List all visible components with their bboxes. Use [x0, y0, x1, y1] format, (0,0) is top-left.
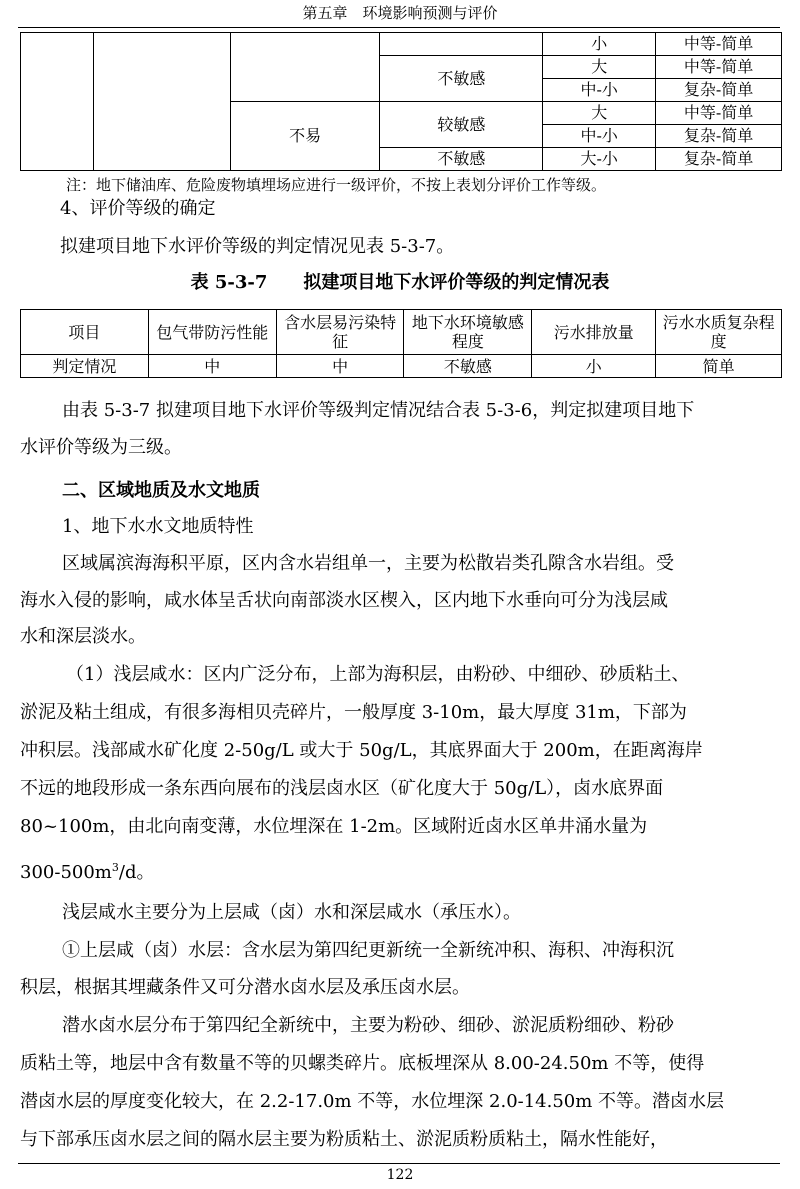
- table-cell: 中等-简单: [656, 33, 782, 56]
- paragraph-line: 冲积层。浅部咸水矿化度 2-50g/L 或大于 50g/L，其底界面大于 200m，在距离海岸: [20, 740, 703, 761]
- paragraph-line: 不远的地段形成一条东西向展布的浅层卤水区（矿化度大于 50g/L），卤水底界面: [20, 778, 664, 799]
- table-caption: 表 5-3-7 拟建项目地下水评价等级的判定情况表: [190, 272, 610, 293]
- table-cell: 中: [276, 355, 404, 378]
- footer-divider: [18, 1163, 780, 1164]
- paragraph-line: 淤泥及粘土组成，有很多海相贝壳碎片，一般厚度 3-10m，最大厚度 31m，下部为: [20, 702, 687, 723]
- paragraph-line: ①上层咸（卤）水层：含水层为第四纪更新统一全新统冲积、海积、冲海积沉: [62, 940, 674, 961]
- table-cell: 中: [148, 355, 276, 378]
- paragraph-line: 由表 5-3-7 拟建项目地下水评价等级判定情况结合表 5-3-6，判定拟建项目地下: [62, 400, 695, 421]
- table-cell: 中-小: [543, 125, 656, 148]
- table-cell: 复杂-简单: [656, 125, 782, 148]
- table-cell: 简单: [656, 355, 782, 378]
- table-cell: 小: [532, 355, 656, 378]
- table-cell: 复杂-简单: [656, 148, 782, 171]
- paragraph-line: 潜水卤水层分布于第四纪全新统中，主要为粉砂、细砂、淤泥质粉细砂、粉砂: [62, 1015, 674, 1036]
- section-heading: 4、评价等级的确定: [60, 198, 216, 219]
- page-number: 122: [386, 1167, 414, 1183]
- table-header-cell: 污水水质复杂程度: [656, 310, 782, 355]
- table-cell: 不敏感: [380, 56, 543, 102]
- table-header-cell: 包气带防污性能: [148, 310, 276, 355]
- paragraph-line: 水和深层淡水。: [20, 626, 146, 647]
- grading-table-continued: [20, 32, 782, 171]
- table-cell: 大: [543, 56, 656, 79]
- text-run: /d。: [118, 862, 155, 883]
- table-header-cell: 污水排放量: [532, 310, 656, 355]
- paragraph-line: 与下部承压卤水层之间的隔水层主要为粉质粘土、淤泥质粉质粘土，隔水性能好，: [20, 1129, 668, 1150]
- text-run: 300-500m: [20, 862, 112, 883]
- paragraph-line: 海水入侵的影响，咸水体呈舌状向南部淡水区楔入，区内地下水垂向可分为浅层咸: [20, 590, 668, 611]
- table-cell: 不敏感: [380, 148, 543, 171]
- paragraph-line: 80~100m，由北向南变薄，水位埋深在 1-2m。区域附近卤水区单井涌水量为: [20, 816, 648, 837]
- table-cell: 大: [543, 102, 656, 125]
- paragraph-line: 区域属滨海海积平原，区内含水岩组单一，主要为松散岩类孔隙含水岩组。受: [62, 553, 674, 574]
- table-cell: [230, 33, 380, 102]
- table-cell: 中等-简单: [656, 56, 782, 79]
- section-heading: 二、区域地质及水文地质: [62, 480, 260, 501]
- paragraph: 拟建项目地下水评价等级的判定情况见表 5-3-7。: [60, 236, 455, 257]
- grade-determination-table: [20, 309, 782, 378]
- table-header-cell: 地下水环境敏感程度: [404, 310, 532, 355]
- paragraph-line: 积层，根据其埋藏条件又可分潜水卤水层及承压卤水层。: [20, 977, 470, 998]
- table-cell: 不易: [230, 102, 380, 171]
- paragraph-line: 水评价等级为三级。: [20, 437, 182, 458]
- table-note: 注：地下储油库、危险废物填埋场应进行一级评价，不按上表划分评价工作等级。: [66, 176, 607, 194]
- table-header-cell: 含水层易污染特征: [276, 310, 404, 355]
- table-cell: 中等-简单: [656, 102, 782, 125]
- table-cell: [21, 33, 94, 171]
- page-header: 第五章 环境影响预测与评价: [302, 4, 498, 22]
- table-cell: 大-小: [543, 148, 656, 171]
- table-cell: 中-小: [543, 79, 656, 102]
- table-cell: 小: [543, 33, 656, 56]
- paragraph-line: [20, 855, 790, 885]
- table-row: [21, 33, 782, 56]
- table-cell: 不敏感: [404, 355, 532, 378]
- subsection-heading: 1、地下水水文地质特性: [62, 516, 254, 537]
- table-cell: 复杂-简单: [656, 79, 782, 102]
- paragraph-line: （1）浅层咸水：区内广泛分布，上部为海积层，由粉砂、中细砂、砂质粘土、: [66, 664, 690, 685]
- table-header-cell: 项目: [21, 310, 149, 355]
- paragraph-line: 潜卤水层的厚度变化较大，在 2.2-17.0m 不等，水位埋深 2.0-14.50m 不等。潜卤水层: [20, 1091, 725, 1112]
- paragraph-line: 质粘土等，地层中含有数量不等的贝螺类碎片。底板埋深从 8.00-24.50m 不等，使得: [20, 1053, 705, 1074]
- paragraph: 浅层咸水主要分为上层咸（卤）水和深层咸水（承压水）。: [62, 902, 521, 923]
- table-cell: [380, 33, 543, 56]
- table-cell: 判定情况: [21, 355, 149, 378]
- superscript: 3: [111, 861, 119, 874]
- table-header-row: [21, 310, 782, 355]
- table-row: [21, 355, 782, 378]
- table-cell: [93, 33, 230, 171]
- header-divider: [18, 27, 780, 28]
- table-cell: 较敏感: [380, 102, 543, 148]
